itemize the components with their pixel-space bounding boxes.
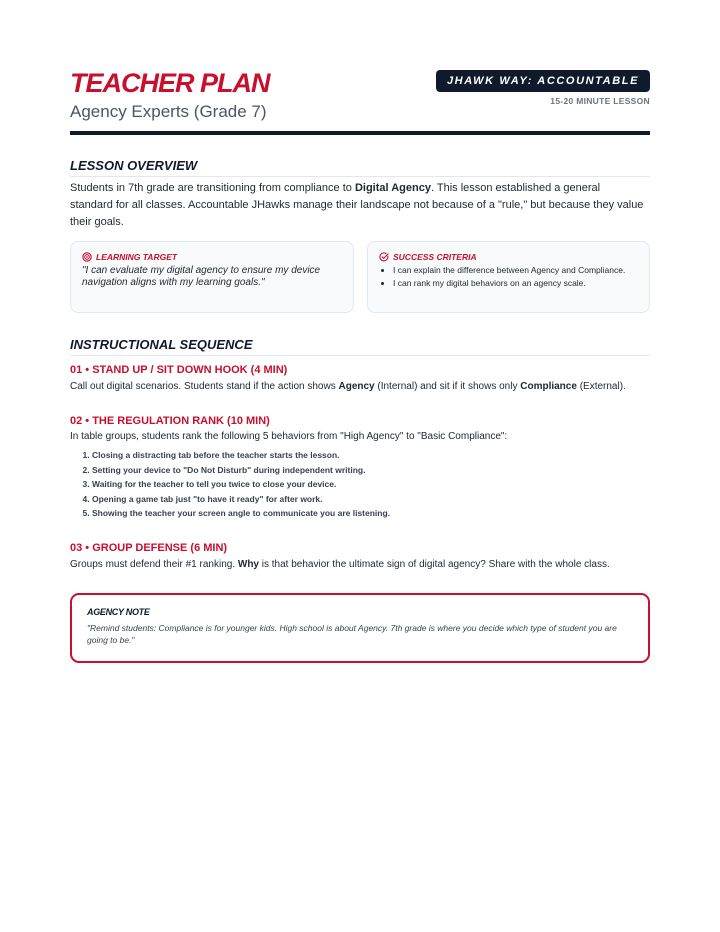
step-1-emphasis: Agency [338, 381, 375, 392]
step-1-text-part: (Internal) and sit if it shows only [374, 381, 521, 392]
list-item: 5. Showing the teacher your screen angle to communicate you are listening. [92, 506, 390, 521]
sequence-heading: INSTRUCTIONAL SEQUENCE [70, 337, 650, 356]
header-divider [70, 131, 650, 135]
success-criteria-list [379, 265, 638, 289]
overview-text-start: Students in 7th grade are transitioning from compliance to [70, 182, 355, 194]
step-1-emphasis: Compliance [520, 381, 577, 392]
check-circle-icon [379, 252, 389, 262]
step-3-text [70, 559, 650, 570]
list-item: • I can rank my digital behaviors on an agency scale. [393, 278, 638, 290]
step-1-title: 01 • STAND UP / SIT DOWN HOOK (4 MIN) [70, 364, 288, 376]
list-item: • I can explain the difference between Agency and Compliance. [393, 265, 638, 277]
step-1-text-part: Call out digital scenarios. Students stand if the action shows [70, 381, 339, 392]
step-2-text: In table groups, students rank the following 5 behaviors from "High Agency" to "Basic Compliance": [70, 431, 508, 442]
list-item [92, 448, 390, 463]
list-item-emphasis: before [193, 450, 220, 460]
list-item: 3. Waiting for the teacher to tell you twice to close your device. [92, 477, 390, 492]
page-subtitle: Agency Experts (Grade 7) [70, 102, 267, 121]
lesson-duration: 15-20 MINUTE LESSON [550, 96, 650, 106]
step-1-text-part: (External). [576, 381, 626, 392]
list-item-text: the teacher starts the lesson. [219, 450, 340, 460]
note-title: AGENCY NOTE [87, 607, 150, 617]
step-2-title: 02 • THE REGULATION RANK (10 MIN) [70, 415, 270, 427]
agency-note-box [70, 593, 650, 663]
overview-text-emphasis: Digital Agency [354, 182, 431, 194]
list-item-text: Closing a distracting tab [92, 450, 194, 460]
step-1-text [70, 381, 650, 392]
overview-heading: LESSON OVERVIEW [70, 158, 650, 177]
learning-target-header [82, 252, 342, 262]
overview-text-end: . This lesson established a general standard for all classes. Accountable JHawks manage their landscape not because of a "rule," but because they value their goals. [70, 182, 644, 228]
success-criteria-label: SUCCESS CRITERIA [393, 252, 477, 262]
list-item: 4. Opening a game tab just "to have it ready" for after work. [92, 492, 390, 507]
status-badge: JHAWK WAY: ACCOUNTABLE [436, 70, 650, 92]
success-criteria-header [379, 252, 638, 262]
learning-target-text: "I can evaluate my digital agency to ensure my device navigation aligns with my learning goals." [82, 265, 321, 288]
list-item: 2. Setting your device to "Do Not Disturb" during independent writing. [92, 463, 390, 478]
step-3-text-part: is that behavior the ultimate sign of digital agency? Share with the whole class. [258, 559, 610, 570]
page-title: TEACHER PLAN [70, 68, 270, 98]
success-criteria-card [367, 241, 650, 313]
learning-target-label: LEARNING TARGET [96, 252, 178, 262]
step-3-text-part: Groups must defend their #1 ranking. [70, 559, 238, 570]
step-3-title: 03 • GROUP DEFENSE (6 MIN) [70, 542, 228, 554]
learning-target-card [70, 241, 354, 313]
overview-paragraph [70, 180, 645, 231]
ranking-list [70, 448, 390, 521]
page-header [70, 66, 650, 136]
step-3-emphasis: Why [237, 559, 259, 570]
target-icon [82, 252, 92, 262]
note-text: "Remind students: Compliance is for younger kids. High school is about Agency. 7th grade is where you decide which type of student you are going to be." [87, 623, 617, 645]
